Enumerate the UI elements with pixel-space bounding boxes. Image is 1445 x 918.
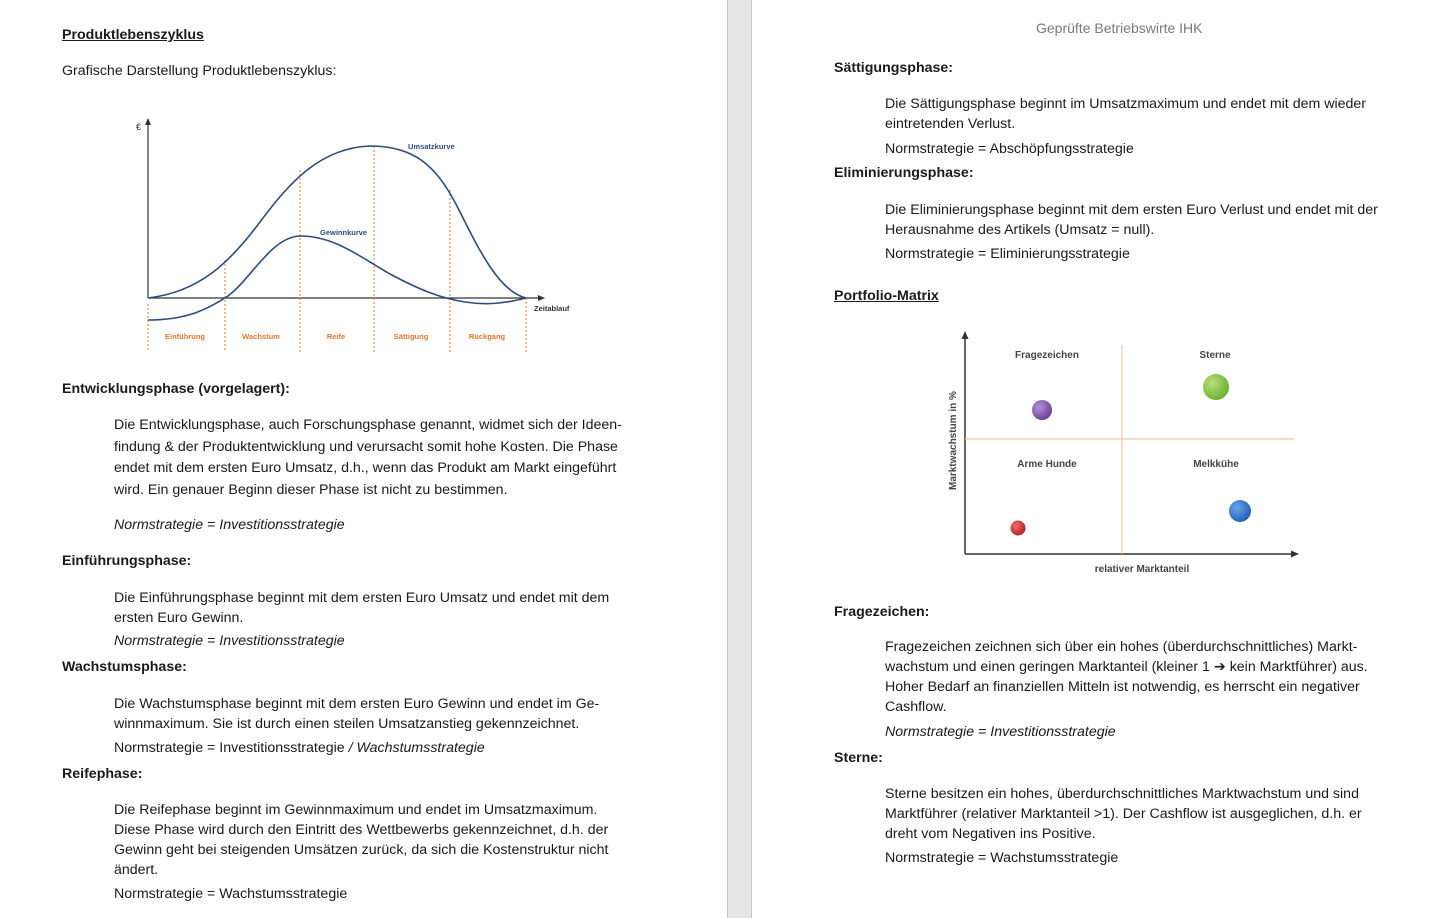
product-life-cycle-diagram <box>120 112 590 362</box>
bubble-sterne <box>1203 374 1229 400</box>
bubble-melkkuehe <box>1229 500 1251 522</box>
text-line <box>885 657 1440 677</box>
gewinn-label: Gewinnkurve <box>320 228 368 237</box>
text-line: Die Einführungsphase beginnt mit dem ersten Euro Umsatz und endet mit dem <box>114 590 610 606</box>
text-line: dreht vom Negativen ins Positive. <box>885 826 1096 842</box>
portfolio-matrix-diagram <box>937 325 1307 580</box>
text-line: Die Reifephase beginnt im Gewinnmaximum und endet im Umsatzmaximum. <box>114 802 598 818</box>
heading-einfuehrungsphase: Einführungsphase: <box>62 553 192 569</box>
matrix-x-arrow <box>1291 551 1299 558</box>
plc-y-label: € <box>136 122 142 132</box>
page-gutter <box>727 0 752 918</box>
text-line: Die Wachstumsphase beginnt mit dem ersten Euro Gewinn und endet im Ge- <box>114 696 600 712</box>
matrix-y-label: Marktwachstum in % <box>948 391 959 490</box>
paragraph-reifephase <box>114 800 714 880</box>
umsatz-label: Umsatzkurve <box>408 142 455 151</box>
norm-wachstum-part-b: / Wachstumsstrategie <box>344 740 485 756</box>
text-line: ersten Euro Gewinn. <box>114 610 244 626</box>
norm-wachstum-part-a: Normstrategie = Investitionsstrategie <box>114 740 345 756</box>
text-line: Die Sättigungsphase beginnt im Umsatzmaximum und endet mit dem wieder <box>885 96 1367 112</box>
paragraph-wachstumsphase <box>114 694 714 734</box>
arrow-right-icon: ➔ <box>1213 659 1226 675</box>
text-line: Herausnahme des Artikels (Umsatz = null). <box>885 222 1155 238</box>
quadrant-label-sterne: Sterne <box>1199 350 1231 361</box>
paragraph-fragezeichen <box>885 637 1440 717</box>
text-line: wird. Ein genauer Beginn dieser Phase ist nicht zu bestimmen. <box>114 481 508 498</box>
text-fragment: wachstum und einen geringen Marktanteil (kleiner 1 <box>885 659 1214 675</box>
text-line: winnmaximum. Sie ist durch einen steilen Umsatzanstieg gekennzeichnet. <box>114 716 580 732</box>
heading-wachstumsphase: Wachstumsphase: <box>62 659 187 675</box>
text-line: ändert. <box>114 862 159 878</box>
norm-eliminierungsphase: Normstrategie = Eliminierungsstrategie <box>885 246 1130 262</box>
phase-label-reife: Reife <box>326 332 346 341</box>
heading-saettigungsphase: Sättigungsphase: <box>834 60 954 76</box>
matrix-y-arrow <box>962 331 969 339</box>
text-line: findung & der Produktentwicklung und verursacht somit hohe Kosten. Die Phase <box>114 438 618 455</box>
phase-label-wachstum: Wachstum <box>242 332 280 341</box>
phase-label-einfuehrung: Einführung <box>165 332 205 341</box>
norm-einfuehrungsphase: Normstrategie = Investitionsstrategie <box>114 633 345 649</box>
text-line: Cashflow. <box>885 699 947 715</box>
plc-x-label: Zeitablauf <box>534 304 570 313</box>
quadrant-label-arme-hunde: Arme Hunde <box>1017 459 1077 470</box>
plc-x-arrow <box>538 295 545 301</box>
text-line: eintretenden Verlust. <box>885 116 1016 132</box>
text-line: Sterne besitzen ein hohes, überdurchschnittliches Marktwachstum und sind <box>885 786 1359 802</box>
norm-saettigungsphase: Normstrategie = Abschöpfungsstrategie <box>885 141 1134 157</box>
paragraph-sterne <box>885 784 1440 844</box>
quadrant-label-melkkuehe: Melkkühe <box>1193 459 1239 470</box>
bubble-arme-hunde <box>1011 521 1026 536</box>
norm-entwicklungsphase: Normstrategie = Investitionsstrategie <box>114 517 345 533</box>
matrix-x-label: relativer Marktanteil <box>1094 564 1190 575</box>
text-line: Die Entwicklungsphase, auch Forschungsphase genannt, widmet sich der Ideen- <box>114 417 622 433</box>
phase-label-saettigung: Sättigung <box>393 332 429 341</box>
text-line: Gewinn geht bei steigenden Umsätzen zurück, da sich die Kostenstruktur nicht <box>114 842 609 858</box>
norm-fragezeichen: Normstrategie = Investitionsstrategie <box>885 724 1116 740</box>
intro-text: Grafische Darstellung Produktlebenszyklus: <box>62 63 337 79</box>
bubble-fragezeichen <box>1032 400 1052 420</box>
phase-label-rueckgang: Rückgang <box>468 332 506 341</box>
norm-wachstumsphase <box>114 740 485 756</box>
heading-entwicklungsphase: Entwicklungsphase (vorgelagert): <box>62 381 290 397</box>
page-header: Geprüfte Betriebswirte IHK <box>1036 20 1203 36</box>
heading-reifephase: Reifephase: <box>62 766 143 782</box>
paragraph-einfuehrungsphase <box>114 588 714 628</box>
quadrant-label-fragezeichen: Fragezeichen <box>1015 350 1079 361</box>
text-line: endet mit dem ersten Euro Umsatz, d.h., wenn das Produkt am Markt eingeführt <box>114 460 617 476</box>
plc-y-arrow <box>145 118 151 125</box>
heading-eliminierungsphase: Eliminierungsphase: <box>834 165 974 181</box>
umsatz-curve <box>148 146 526 298</box>
text-fragment: kein Marktführer) aus. <box>1225 659 1368 675</box>
paragraph-eliminierungsphase <box>885 200 1440 240</box>
norm-sterne: Normstrategie = Wachstumsstrategie <box>885 850 1119 866</box>
paragraph-saettigungsphase <box>885 94 1435 134</box>
text-line: Diese Phase wird durch den Eintritt des Wettbewerbs gekennzeichnet, d.h. der <box>114 822 609 838</box>
section-title-produktlebenszyklus: Produktlebenszyklus <box>62 27 204 43</box>
heading-sterne: Sterne: <box>834 750 883 766</box>
document-page-right <box>752 0 1445 918</box>
text-line: Die Eliminierungsphase beginnt mit dem ersten Euro Verlust und endet mit der <box>885 202 1378 218</box>
paragraph-entwicklungsphase <box>114 415 714 501</box>
text-line: Hoher Bedarf an finanziellen Mitteln ist notwendig, es herrscht ein negativer <box>885 679 1360 695</box>
norm-reifephase: Normstrategie = Wachstumsstrategie <box>114 886 348 902</box>
section-title-portfolio-matrix: Portfolio-Matrix <box>834 288 939 304</box>
text-line: Marktführer (relativer Marktanteil >1). Der Cashflow ist ausgeglichen, d.h. er <box>885 806 1362 822</box>
heading-fragezeichen: Fragezeichen: <box>834 604 930 620</box>
text-line: Fragezeichen zeichnen sich über ein hohes (überdurchschnittliches) Markt- <box>885 639 1358 655</box>
